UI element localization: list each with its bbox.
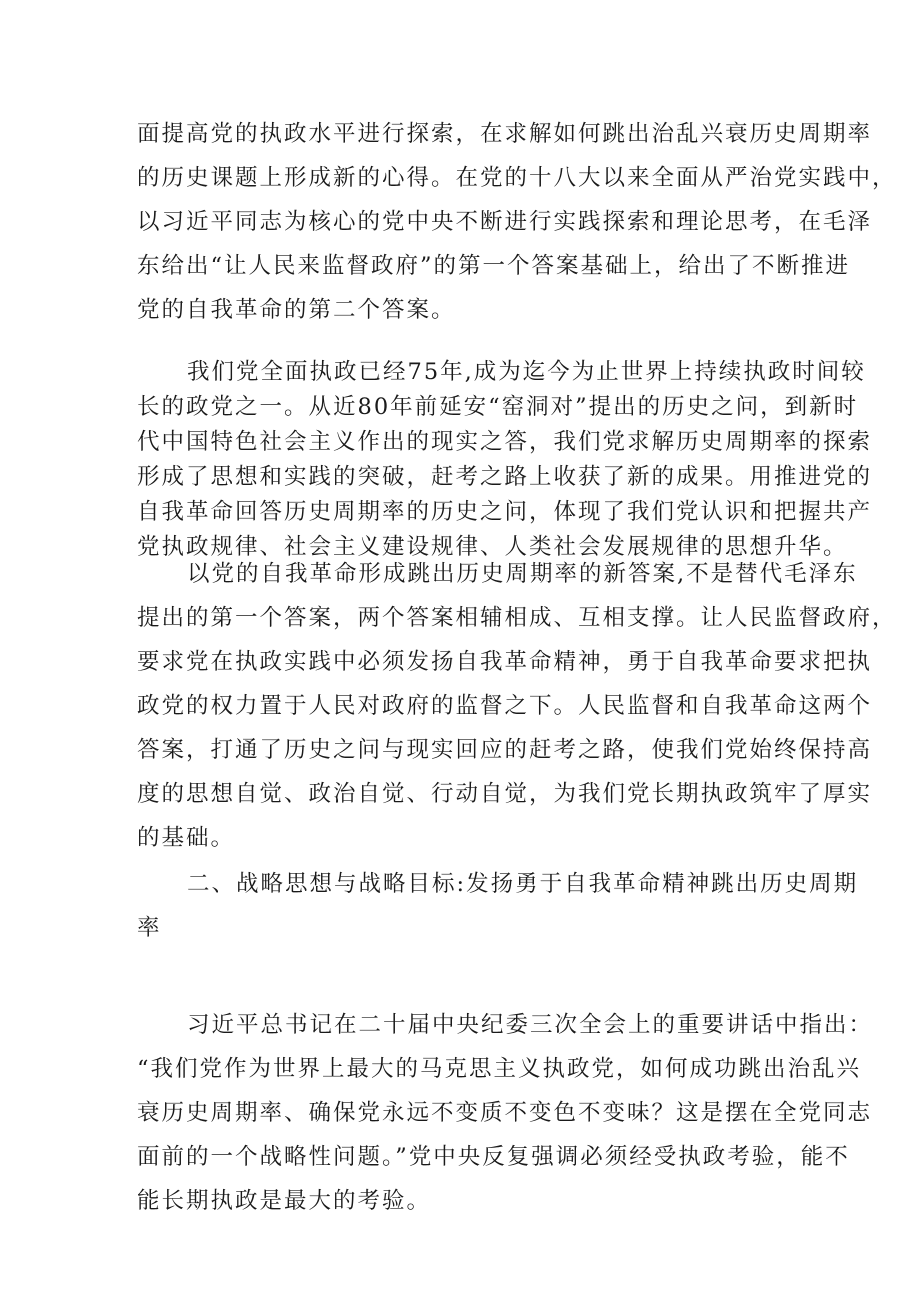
text-line: 提出的第一个答案，两个答案相辅相成、互相支撑。让人民监督政府， <box>137 605 897 631</box>
section-heading <box>137 862 859 950</box>
paragraph-new-answer <box>137 552 897 860</box>
text-line: 以习近平同志为核心的党中央不断进行实践探索和理论思考，在毛泽 <box>137 209 873 235</box>
text-line: 度的思想自觉、政治自觉、行动自觉，为我们党长期执政筑牢了厚实 <box>137 781 873 807</box>
paragraph-speech-quote <box>137 1003 874 1223</box>
text-line: 习近平总书记在二十届中央纪委三次全会上的重要讲话中指出： <box>187 1012 874 1038</box>
text-line: 面前的一个战略性问题。”党中央反复强调必须经受执政考验，能不 <box>137 1144 850 1170</box>
text-line: 的基础。 <box>137 825 236 851</box>
text-line: 政党的权力置于人民对政府的监督之下。人民监督和自我革命这两个 <box>137 693 873 719</box>
text-line: 形成了思想和实践的突破，赶考之路上收获了新的成果。用推进党的 <box>137 464 873 490</box>
text-line: 代中国特色社会主义作出的现实之答，我们党求解历史周期率的探索 <box>137 429 873 455</box>
text-line: 要求党在执政实践中必须发扬自我革命精神，勇于自我革命要求把执 <box>137 649 873 675</box>
text-line: 党执政规律、社会主义建设规律、人类社会发展规律的思想升华。 <box>137 534 848 560</box>
text-line: 衰历史周期率、确保党永远不变质不变色不变味？这是摆在全党同志 <box>137 1100 873 1126</box>
text-line: 率 <box>137 915 162 941</box>
text-line: 能长期执政是最大的考验。 <box>137 1188 432 1214</box>
text-line: 党的自我革命的第二个答案。 <box>137 297 456 323</box>
text-line: 自我革命回答历史周期率的历史之问，体现了我们党认识和把握共产 <box>137 499 873 525</box>
text-line: 的历史课题上形成新的心得。在党的十八大以来全面从严治党实践中， <box>137 165 897 191</box>
text-line: 面提高党的执政水平进行探索，在求解如何跳出治乱兴衰历史周期率 <box>137 121 873 147</box>
text-line: 我们党全面执政已经75年,成为迄今为止世界上持续执政时间较 <box>187 359 866 385</box>
text-line: 以党的自我革命形成跳出历史周期率的新答案,不是替代毛泽东 <box>187 561 858 587</box>
text-line: 二、战略思想与战略目标:发扬勇于自我革命精神跳出历史周期 <box>187 871 859 897</box>
text-line: 答案，打通了历史之问与现实回应的赶考之路，使我们党始终保持高 <box>137 737 873 763</box>
paragraph-continuation <box>137 112 897 332</box>
paragraph-governance-years <box>137 355 873 565</box>
text-line: 长的政党之一。从近80年前延安“窑洞对”提出的历史之问，到新时 <box>137 394 859 420</box>
text-line: 东给出“让人民来监督政府”的第一个答案基础上，给出了不断推进 <box>137 253 851 279</box>
text-line: “我们党作为世界上最大的马克思主义执政党，如何成功跳出治乱兴 <box>137 1056 862 1082</box>
